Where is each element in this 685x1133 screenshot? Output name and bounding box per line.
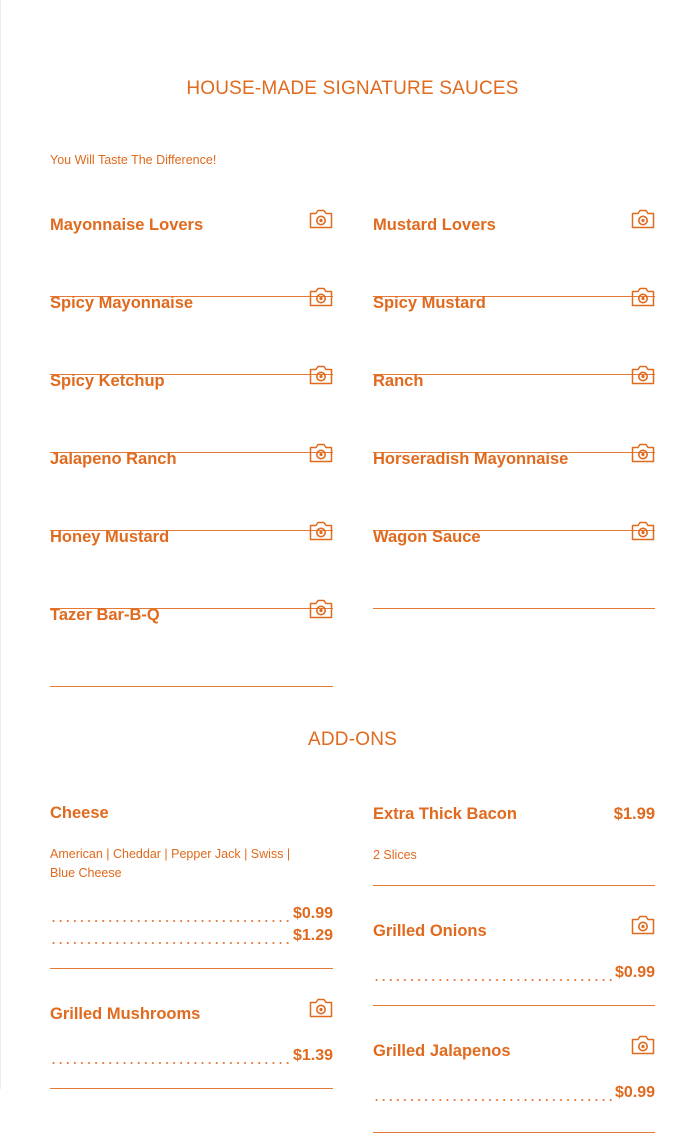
sauce-item-spicy-ketchup[interactable] xyxy=(50,372,333,453)
sauce-item-mayonnaise-lovers[interactable] xyxy=(50,216,333,297)
dot-leader xyxy=(373,1099,614,1101)
sauce-item-name: Spicy Ketchup xyxy=(50,372,165,390)
addon-price: $0.99 xyxy=(292,905,333,922)
addon-item-extra-thick-bacon[interactable] xyxy=(373,805,655,886)
addon-item-grilled-mushrooms[interactable] xyxy=(50,1005,333,1089)
dot-leader xyxy=(373,979,614,981)
addon-item-name: Cheese xyxy=(50,804,109,822)
price-row xyxy=(50,1047,333,1067)
sauce-item-name: Tazer Bar-B-Q xyxy=(50,606,160,624)
camera-icon[interactable] xyxy=(309,287,333,307)
addon-price: $1.99 xyxy=(613,805,655,823)
camera-icon[interactable] xyxy=(631,915,655,935)
camera-icon[interactable] xyxy=(309,443,333,463)
price-row xyxy=(50,927,333,947)
addon-item-grilled-jalapenos[interactable] xyxy=(373,1042,655,1133)
sauce-item-horseradish-mayonnaise[interactable] xyxy=(373,450,655,531)
sauce-item-name: Honey Mustard xyxy=(50,528,170,546)
sauce-item-name: Jalapeno Ranch xyxy=(50,450,177,468)
sauce-item-name: Wagon Sauce xyxy=(373,528,481,546)
camera-icon[interactable] xyxy=(631,365,655,385)
addons-section-title: ADD-ONS xyxy=(307,729,397,750)
sauce-item-wagon-sauce[interactable] xyxy=(373,528,655,609)
addon-price: $1.39 xyxy=(292,1047,333,1064)
sauce-item-jalapeno-ranch[interactable] xyxy=(50,450,333,531)
camera-icon[interactable] xyxy=(309,599,333,619)
camera-icon[interactable] xyxy=(631,1035,655,1055)
sauce-item-tazer-bar-b-q[interactable] xyxy=(50,606,333,687)
page-border xyxy=(0,0,1,1089)
addon-item-description: American | Cheddar | Pepper Jack | Swiss | Blue Cheese xyxy=(50,847,291,880)
addon-item-name: Grilled Onions xyxy=(373,922,487,940)
sauce-item-name: Mayonnaise Lovers xyxy=(50,216,204,234)
camera-icon[interactable] xyxy=(631,521,655,541)
price-row xyxy=(373,964,655,984)
addon-item-name: Grilled Jalapenos xyxy=(373,1042,511,1060)
sauce-item-name: Mustard Lovers xyxy=(373,216,496,234)
price-row xyxy=(50,905,333,925)
camera-icon[interactable] xyxy=(309,521,333,541)
sauce-item-mustard-lovers[interactable] xyxy=(373,216,655,297)
addon-item-grilled-onions[interactable] xyxy=(373,922,655,1006)
sauce-item-ranch[interactable] xyxy=(373,372,655,453)
addon-item-name: Grilled Mushrooms xyxy=(50,1005,201,1023)
sauce-item-name: Spicy Mayonnaise xyxy=(50,294,194,312)
sauce-item-name: Horseradish Mayonnaise xyxy=(373,450,569,468)
camera-icon[interactable] xyxy=(309,365,333,385)
addon-item-name: Extra Thick Bacon xyxy=(373,805,517,823)
dot-leader xyxy=(50,1062,291,1064)
price-row xyxy=(373,1084,655,1104)
camera-icon[interactable] xyxy=(631,287,655,307)
sauce-item-name: Spicy Mustard xyxy=(373,294,486,312)
addon-item-description: 2 Slices xyxy=(373,848,417,862)
addon-price: $1.29 xyxy=(292,927,333,944)
camera-icon[interactable] xyxy=(631,443,655,463)
addon-price: $0.99 xyxy=(614,1084,655,1101)
sauce-item-name: Ranch xyxy=(373,372,424,390)
sauce-item-spicy-mustard[interactable] xyxy=(373,294,655,375)
camera-icon[interactable] xyxy=(309,998,333,1018)
sauce-item-honey-mustard[interactable] xyxy=(50,528,333,609)
dot-leader xyxy=(50,942,291,944)
sauces-tagline: You Will Taste The Difference! xyxy=(50,153,217,167)
camera-icon[interactable] xyxy=(309,209,333,229)
sauces-section-title: HOUSE-MADE SIGNATURE SAUCES xyxy=(186,78,519,99)
addon-price: $0.99 xyxy=(614,964,655,981)
sauce-item-spicy-mayonnaise[interactable] xyxy=(50,294,333,375)
dot-leader xyxy=(50,920,291,922)
camera-icon[interactable] xyxy=(631,209,655,229)
addon-item-cheese[interactable] xyxy=(50,804,333,969)
